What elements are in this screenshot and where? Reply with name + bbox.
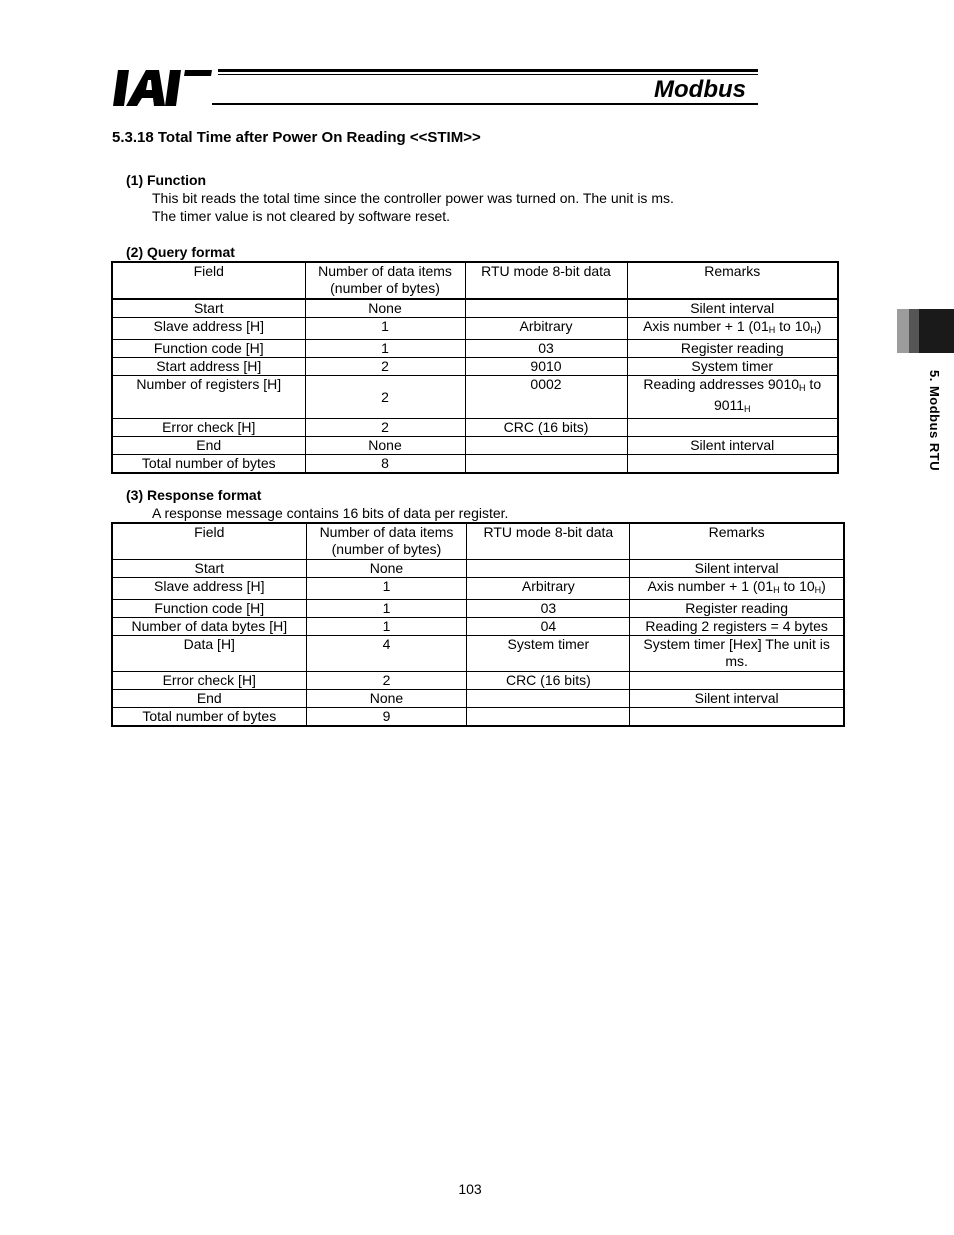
cell-remarks: Silent interval bbox=[630, 560, 844, 578]
table-row bbox=[112, 560, 844, 578]
response-note: A response message contains 16 bits of data per register. bbox=[152, 505, 509, 521]
cell-rtu: System timer bbox=[467, 636, 630, 672]
cell-count: 2 bbox=[305, 376, 465, 419]
cell-rtu bbox=[467, 560, 630, 578]
cell-count: None bbox=[305, 299, 465, 318]
cell-count: 2 bbox=[305, 419, 465, 437]
cell-remarks: Register reading bbox=[630, 600, 844, 618]
cell-remarks: System timer bbox=[627, 358, 838, 376]
table-row bbox=[112, 618, 844, 636]
header-data-items: Number of data items (number of bytes) bbox=[305, 262, 465, 299]
table-header-row bbox=[112, 523, 844, 560]
cell-remarks bbox=[630, 672, 844, 690]
cell-field: Number of registers [H] bbox=[112, 376, 305, 419]
table-row bbox=[112, 437, 838, 455]
cell-remarks: Silent interval bbox=[627, 299, 838, 318]
header-field: Field bbox=[112, 523, 306, 560]
cell-rtu bbox=[465, 299, 627, 318]
header-rtu-mode: RTU mode 8-bit data bbox=[467, 523, 630, 560]
cell-field: Number of data bytes [H] bbox=[112, 618, 306, 636]
cell-rtu bbox=[465, 437, 627, 455]
cell-field: Function code [H] bbox=[112, 340, 305, 358]
cell-remarks: Axis number + 1 ($01_H$ to $10_H$) bbox=[630, 578, 844, 600]
table-row bbox=[112, 340, 838, 358]
query-format-table bbox=[111, 261, 839, 474]
cell-field: Start bbox=[112, 299, 305, 318]
chapter-label: 5. Modbus RTU bbox=[927, 370, 942, 472]
cell-field: Total number of bytes bbox=[112, 455, 305, 474]
cell-count: None bbox=[306, 560, 467, 578]
cell-remarks: Register reading bbox=[627, 340, 838, 358]
table-row bbox=[112, 376, 838, 419]
cell-count: 1 bbox=[306, 618, 467, 636]
query-heading: (2) Query format bbox=[126, 244, 235, 260]
header-field: Field bbox=[112, 262, 305, 299]
cell-rtu: 03 bbox=[467, 600, 630, 618]
hex-subscript: H bbox=[768, 325, 776, 335]
cell-count: 1 bbox=[305, 340, 465, 358]
header-title: Modbus bbox=[654, 76, 746, 103]
cell-count: 2 bbox=[306, 672, 467, 690]
cell-field: Function code [H] bbox=[112, 600, 306, 618]
header-remarks: Remarks bbox=[630, 523, 844, 560]
cell-remarks: Reading addresses $9010_H$ to $9011_H$ bbox=[627, 376, 838, 419]
cell-field: Error check [H] bbox=[112, 419, 305, 437]
cell-field: Slave address [H] bbox=[112, 578, 306, 600]
iai-logo bbox=[112, 68, 212, 108]
cell-remarks bbox=[627, 419, 838, 437]
table-row bbox=[112, 455, 838, 474]
function-line-2: The timer value is not cleared by software reset. bbox=[152, 208, 451, 224]
header-rule-thin bbox=[218, 74, 758, 75]
cell-field: End bbox=[112, 437, 305, 455]
cell-count: 1 bbox=[305, 318, 465, 340]
response-heading: (3) Response format bbox=[126, 487, 262, 503]
table-row bbox=[112, 419, 838, 437]
cell-rtu: 9010 bbox=[465, 358, 627, 376]
header-rtu-mode: RTU mode 8-bit data bbox=[465, 262, 627, 299]
chapter-tab bbox=[919, 309, 954, 353]
hex-subscript: H bbox=[810, 325, 817, 335]
cell-count: None bbox=[305, 437, 465, 455]
table-row bbox=[112, 672, 844, 690]
logo-mark bbox=[113, 70, 212, 106]
chapter-tab-light bbox=[897, 309, 909, 353]
table-row bbox=[112, 636, 844, 672]
cell-count: 4 bbox=[306, 636, 467, 672]
cell-count: 8 bbox=[305, 455, 465, 474]
cell-field: Start address [H] bbox=[112, 358, 305, 376]
cell-rtu bbox=[467, 708, 630, 727]
header-rule bbox=[218, 69, 758, 72]
cell-remarks: Silent interval bbox=[630, 690, 844, 708]
cell-rtu: Arbitrary bbox=[465, 318, 627, 340]
cell-remarks bbox=[627, 455, 838, 474]
table-row bbox=[112, 578, 844, 600]
cell-field: Slave address [H] bbox=[112, 318, 305, 340]
cell-rtu: CRC (16 bits) bbox=[467, 672, 630, 690]
cell-field: End bbox=[112, 690, 306, 708]
chapter-tab-mid bbox=[909, 309, 919, 353]
cell-field: Total number of bytes bbox=[112, 708, 306, 727]
cell-rtu: 04 bbox=[467, 618, 630, 636]
hex-subscript: H bbox=[773, 585, 780, 595]
table-row bbox=[112, 299, 838, 318]
cell-field: Error check [H] bbox=[112, 672, 306, 690]
cell-count: 9 bbox=[306, 708, 467, 727]
table-row bbox=[112, 318, 838, 340]
cell-count: None bbox=[306, 690, 467, 708]
cell-remarks: Reading 2 registers = 4 bytes bbox=[630, 618, 844, 636]
section-title: 5.3.18 Total Time after Power On Reading <<STIM>> bbox=[112, 129, 481, 146]
hex-subscript: H bbox=[799, 383, 806, 393]
table-row bbox=[112, 708, 844, 727]
table-row bbox=[112, 690, 844, 708]
cell-rtu: 0002 bbox=[465, 376, 627, 419]
page-number: 103 bbox=[458, 1181, 482, 1197]
function-line-1: This bit reads the total time since the controller power was turned on. The unit is ms. bbox=[152, 190, 674, 206]
cell-rtu bbox=[465, 455, 627, 474]
cell-remarks: System timer [Hex] The unit is ms. bbox=[630, 636, 844, 672]
cell-remarks: Silent interval bbox=[627, 437, 838, 455]
cell-remarks: Axis number + 1 ($01_H$ to $10_H$) bbox=[627, 318, 838, 340]
header-data-items: Number of data items (number of bytes) bbox=[306, 523, 467, 560]
cell-count: 2 bbox=[305, 358, 465, 376]
table-row bbox=[112, 358, 838, 376]
cell-rtu bbox=[467, 690, 630, 708]
function-heading: (1) Function bbox=[126, 172, 207, 188]
cell-rtu: Arbitrary bbox=[467, 578, 630, 600]
response-format-table bbox=[111, 522, 845, 727]
table-header-row bbox=[112, 262, 838, 299]
hex-subscript: H bbox=[744, 404, 751, 414]
hex-subscript: H bbox=[814, 585, 822, 595]
table-row bbox=[112, 600, 844, 618]
cell-count: 1 bbox=[306, 600, 467, 618]
cell-rtu: CRC (16 bits) bbox=[465, 419, 627, 437]
cell-field: Data [H] bbox=[112, 636, 306, 672]
cell-count: 1 bbox=[306, 578, 467, 600]
header-remarks: Remarks bbox=[627, 262, 838, 299]
cell-field: Start bbox=[112, 560, 306, 578]
cell-rtu: 03 bbox=[465, 340, 627, 358]
cell-remarks bbox=[630, 708, 844, 727]
